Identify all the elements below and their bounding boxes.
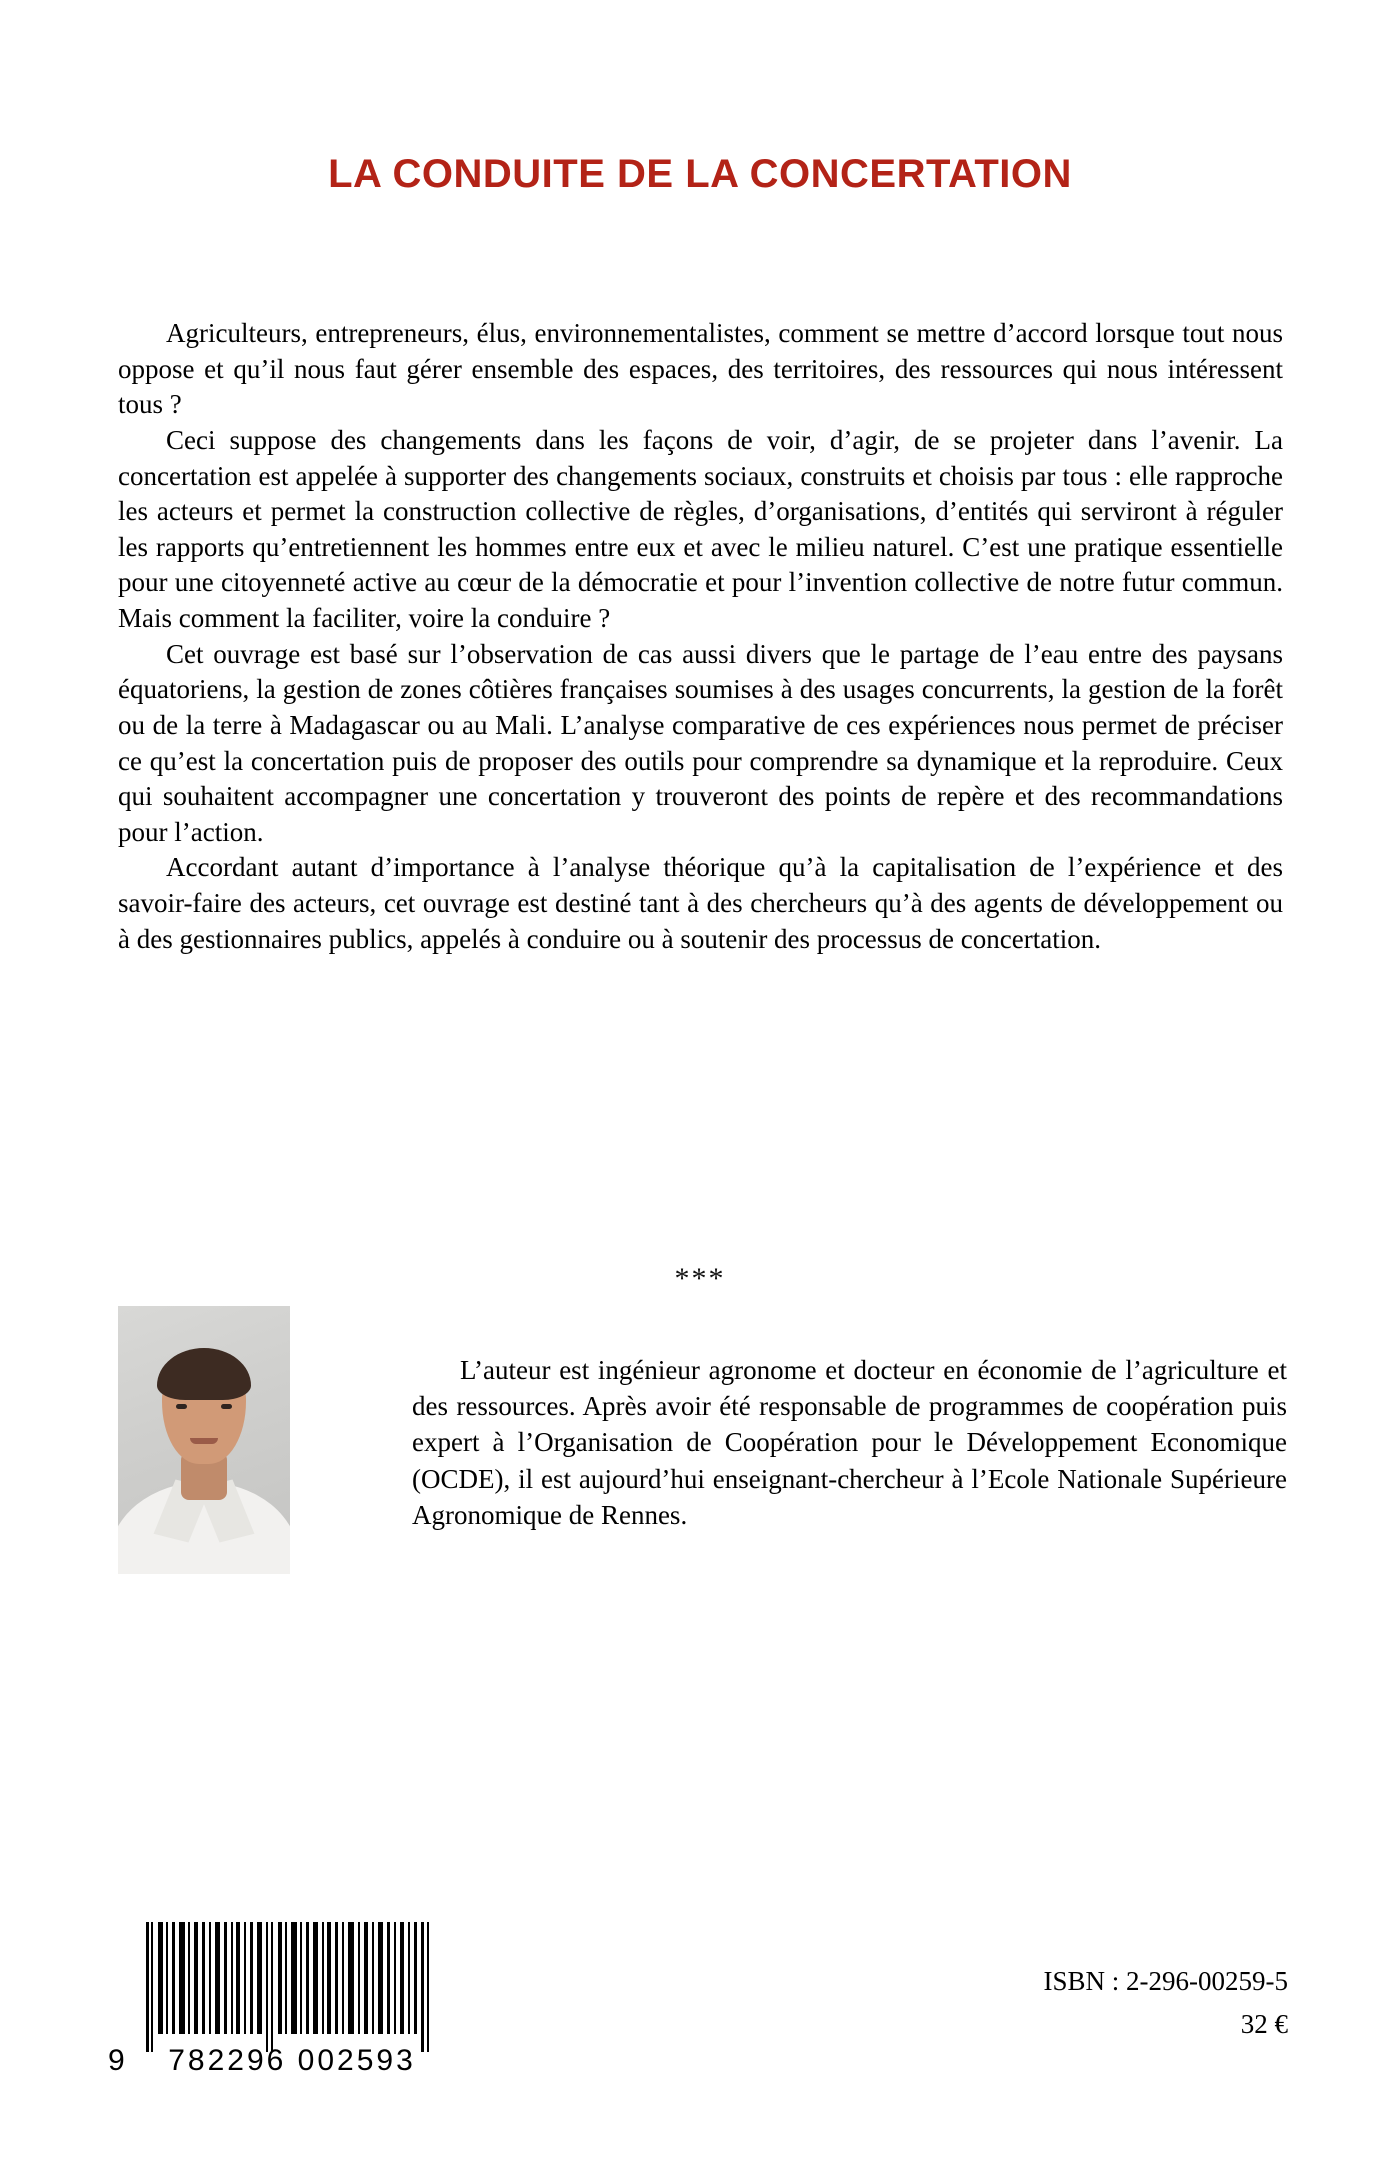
- barcode: [108, 1922, 438, 2088]
- isbn-value: ISBN : 2-296-00259-5: [1043, 1966, 1288, 1996]
- blurb-text: [118, 316, 1283, 957]
- portrait-eye-left: [176, 1404, 187, 1409]
- barcode-bars: [146, 1922, 438, 2052]
- portrait-eye-right: [221, 1404, 232, 1409]
- portrait-mouth: [190, 1438, 218, 1444]
- author-biography: [412, 1352, 1287, 1533]
- barcode-lead-digit: 9: [108, 2044, 126, 2077]
- barcode-digits: 782296 002593: [168, 2044, 416, 2077]
- isbn-price-block: [1044, 1960, 1289, 2046]
- blurb-paragraph-4: Accordant autant d’importance à l’analyse théorique qu’à la capitalisation de l’expérience et des savoir-faire des acteurs, cet ouvrage est destiné tant à des chercheurs qu’à des agents de développement ou à des gestionnaires publics, appelés à conduire ou à soutenir des processus de concertation.: [118, 852, 1283, 954]
- author-biography-paragraph: L’auteur est ingénieur agronome et docteur en économie de l’agriculture et des ressources. Après avoir été responsable de programmes de coopération puis expert à l’Organisation de Coopération pour le Développement Economique (OCDE), il est aujourd’hui enseignant-chercheur à l’Ecole Nationale Supérieure Agronomique de Rennes.: [412, 1355, 1287, 1530]
- page-title: LA CONDUITE DE LA CONCERTATION: [328, 152, 1072, 196]
- author-portrait-photo: [118, 1306, 290, 1574]
- blurb-paragraph-3: Cet ouvrage est basé sur l’observation de cas aussi divers que le partage de l’eau entre des paysans équatoriens, la gestion de zones côtières françaises soumises à des usages concurrents, la gestion de la forêt ou de la terre à Madagascar ou au Mali. L’analyse comparative de ces expériences nous permet de préciser ce qu’est la concertation puis de proposer des outils pour comprendre sa dynamique et la reproduire. Ceux qui souhaitent accompagner une concertation y trouveront des points de repère et des recommandations pour l’action.: [118, 638, 1283, 847]
- blurb-paragraph-2: Ceci suppose des changements dans les façons de voir, d’agir, de se projeter dans l’avenir. La concertation est appelée à supporter des changements sociaux, construits et choisis par tous : elle rapproche les acteurs et permet la construction collective de règles, d’organisations, d’entités qui serviront à réguler les rapports qu’entretiennent les hommes entre eux et avec le milieu naturel. C’est une pratique essentielle pour une citoyenneté active au cœur de la démocratie et pour l’invention collective de notre futur commun. Mais comment la faciliter, voire la conduire ?: [118, 424, 1283, 633]
- portrait-hair: [157, 1348, 251, 1400]
- price-value: 32 €: [1240, 2009, 1288, 2040]
- section-separator: ***: [674, 1262, 726, 1295]
- blurb-paragraph-1: Agriculteurs, entrepreneurs, élus, environnementalistes, comment se mettre d’accord lorsque tout nous oppose et qu’il nous faut gérer ensemble des espaces, des territoires, des ressources qui nous intéressent tous ?: [118, 318, 1283, 420]
